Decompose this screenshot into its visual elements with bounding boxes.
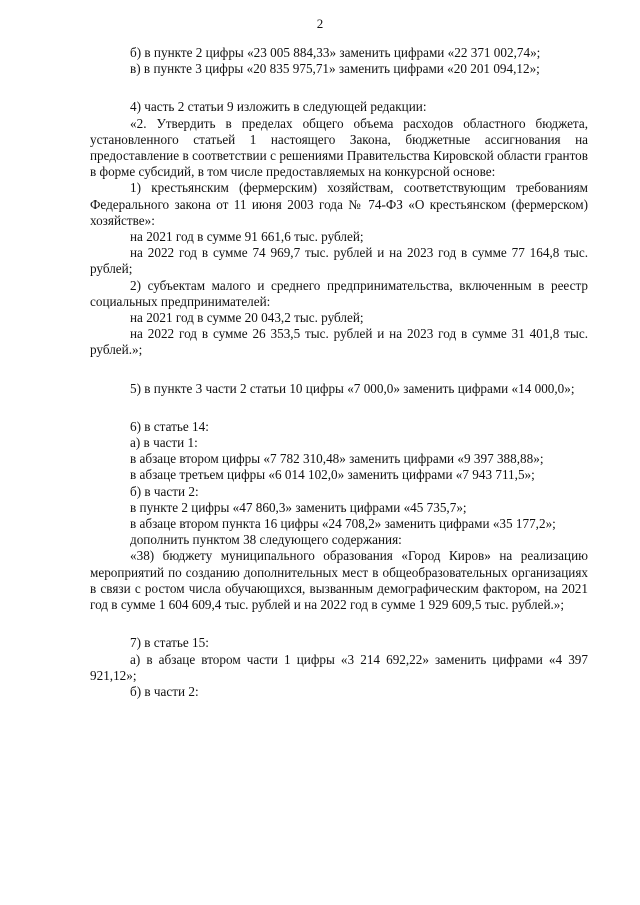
paragraph: дополнить пунктом 38 следующего содержания:	[130, 532, 402, 548]
paragraph: на 2022 год в сумме 26 353,5 тыс. рублей и на 2023 год в сумме 31 401,8 тыс. рублей.»;	[90, 326, 588, 358]
paragraph: б) в части 2:	[130, 483, 199, 499]
paragraph: на 2021 год в сумме 20 043,2 тыс. рублей;	[130, 310, 364, 326]
paragraph: 7) в статье 15:	[130, 635, 209, 651]
paragraph: 2) субъектам малого и среднего предпринимательства, включенным в реестр социальных предпринимателей:	[90, 277, 588, 309]
paragraph: в абзаце третьем цифры «6 014 102,0» заменить цифрами «7 943 711,5»;	[130, 467, 535, 483]
paragraph: на 2022 год в сумме 74 969,7 тыс. рублей и на 2023 год в сумме 77 164,8 тыс. рублей;	[90, 245, 588, 277]
paragraph: 6) в статье 14:	[130, 418, 209, 434]
paragraph: б) в пункте 2 цифры «23 005 884,33» заменить цифрами «22 371 002,74»;	[130, 45, 541, 60]
paragraph: в) в пункте 3 цифры «20 835 975,71» заменить цифрами «20 201 094,12»;	[130, 61, 540, 77]
paragraph: 1) крестьянским (фермерским) хозяйствам, соответствующим требованиям Федерального закона от 11 июня 2003 года № 74-ФЗ «О крестьянском (фермерском) хозяйстве»:	[90, 180, 588, 228]
paragraph: в абзаце втором пункта 16 цифры «24 708,2» заменить цифрами «35 177,2»;	[130, 516, 556, 532]
paragraph: в пункте 2 цифры «47 860,3» заменить цифрами «45 735,7»;	[130, 499, 467, 515]
page-number: 2	[316, 16, 324, 31]
paragraph: а) в абзаце втором части 1 цифры «3 214 692,22» заменить цифрами «4 397 921,12»;	[90, 651, 588, 683]
paragraph: на 2021 год в сумме 91 661,6 тыс. рублей;	[130, 229, 364, 245]
paragraph: б) в части 2:	[130, 683, 199, 699]
paragraph: «38) бюджету муниципального образования «Город Киров» на реализацию мероприятий по созданию дополнительных мест в общеобразовательных организациях в связи с ростом числа обучающихся, вызванным демографическим фактором, на 2021 год в сумме 1 604 609,4 тыс. рублей и на 2022 год в сумме 1 929 609,5 тыс. рублей.»;	[90, 548, 588, 613]
paragraph: «2. Утвердить в пределах общего объема расходов областного бюджета, установленного статьей 1 настоящего Закона, бюджетные ассигнования на предоставление в соответствии с решениями Правительства Кировской области грантов в форме субсидий, в том числе предоставляемых на конкурсной основе:	[90, 115, 588, 180]
paragraph: а) в части 1:	[130, 435, 198, 451]
document-body	[90, 45, 588, 700]
paragraph: в абзаце втором цифры «7 782 310,48» заменить цифрами «9 397 388,88»;	[130, 451, 544, 467]
paragraph: 4) часть 2 статьи 9 изложить в следующей редакции:	[130, 99, 427, 115]
paragraph: 5) в пункте 3 части 2 статьи 10 цифры «7 000,0» заменить цифрами «14 000,0»;	[130, 380, 575, 396]
